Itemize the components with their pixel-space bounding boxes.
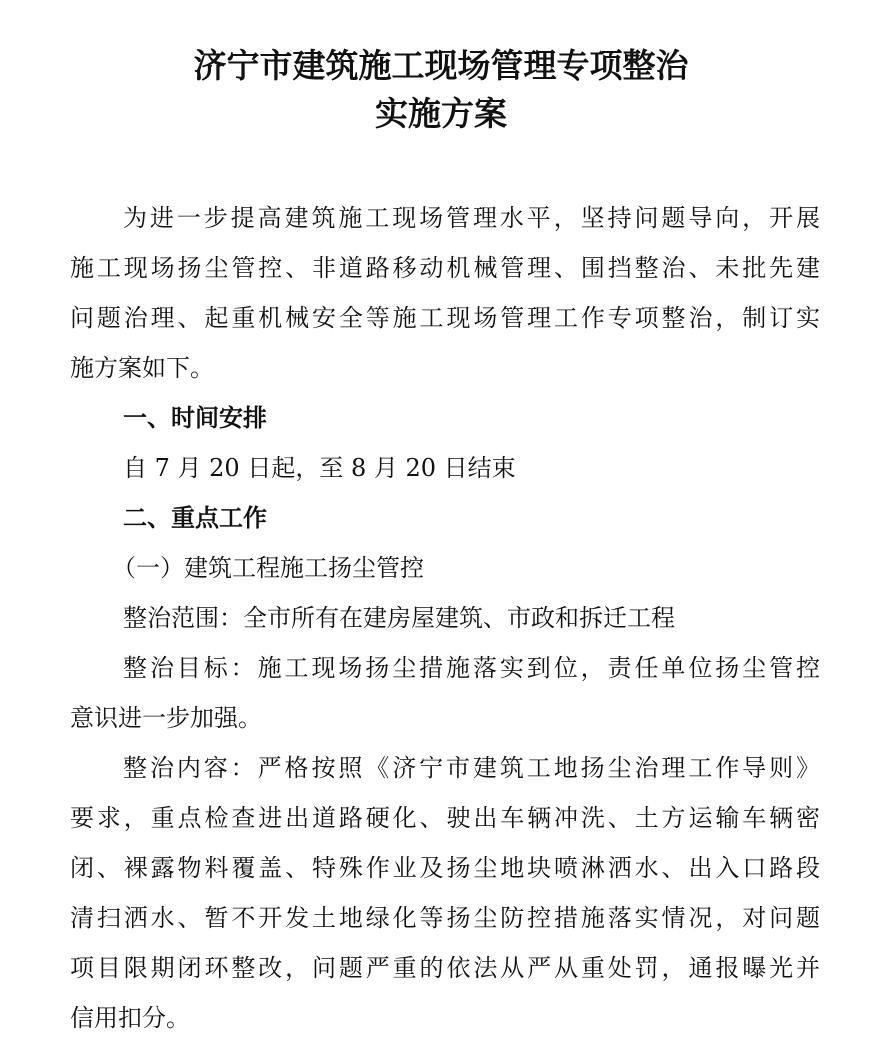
intro-line-3: 问题治理、起重机械安全等施工现场管理工作专项整治，制订实: [70, 304, 820, 332]
document-title-line-2: 实施方案: [375, 94, 507, 133]
intro-line-2: 施工现场扬尘管控、非道路移动机械管理、围挡整治、未批先建: [70, 254, 820, 282]
content-line-5: 项目限期闭环整改，问题严重的依法从严从重处罚，通报曝光并: [70, 954, 820, 982]
document-title-line-1: 济宁市建筑施工现场管理专项整治: [193, 46, 689, 85]
intro-line-4: 施方案如下。: [70, 354, 214, 382]
content-line-4: 清扫洒水、暂不开发土地绿化等扬尘防控措施落实情况，对问题: [70, 904, 820, 932]
goal-line-2: 意识进一步加强。: [70, 704, 262, 732]
intro-line-1: 为进一步提高建筑施工现场管理水平，坚持问题导向，开展: [123, 204, 820, 232]
section-2-heading: 二、重点工作: [123, 504, 267, 532]
subsection-1-heading: （一）建筑工程施工扬尘管控: [112, 554, 424, 582]
content-line-1: 整治内容：严格按照《济宁市建筑工地扬尘治理工作导则》: [123, 754, 820, 782]
content-line-2: 要求，重点检查进出道路硬化、驶出车辆冲洗、土方运输车辆密: [70, 804, 820, 832]
content-line-3: 闭、裸露物料覆盖、特殊作业及扬尘地块喷淋洒水、出入口路段: [70, 854, 820, 882]
schedule-text: 自 7 月 20 日起，至 8 月 20 日结束: [123, 454, 516, 482]
goal-line-1: 整治目标：施工现场扬尘措施落实到位，责任单位扬尘管控: [123, 654, 820, 682]
section-1-heading: 一、时间安排: [123, 404, 267, 432]
scope-text: 整治范围：全市所有在建房屋建筑、市政和拆迁工程: [123, 604, 675, 632]
content-line-6: 信用扣分。: [70, 1004, 190, 1032]
